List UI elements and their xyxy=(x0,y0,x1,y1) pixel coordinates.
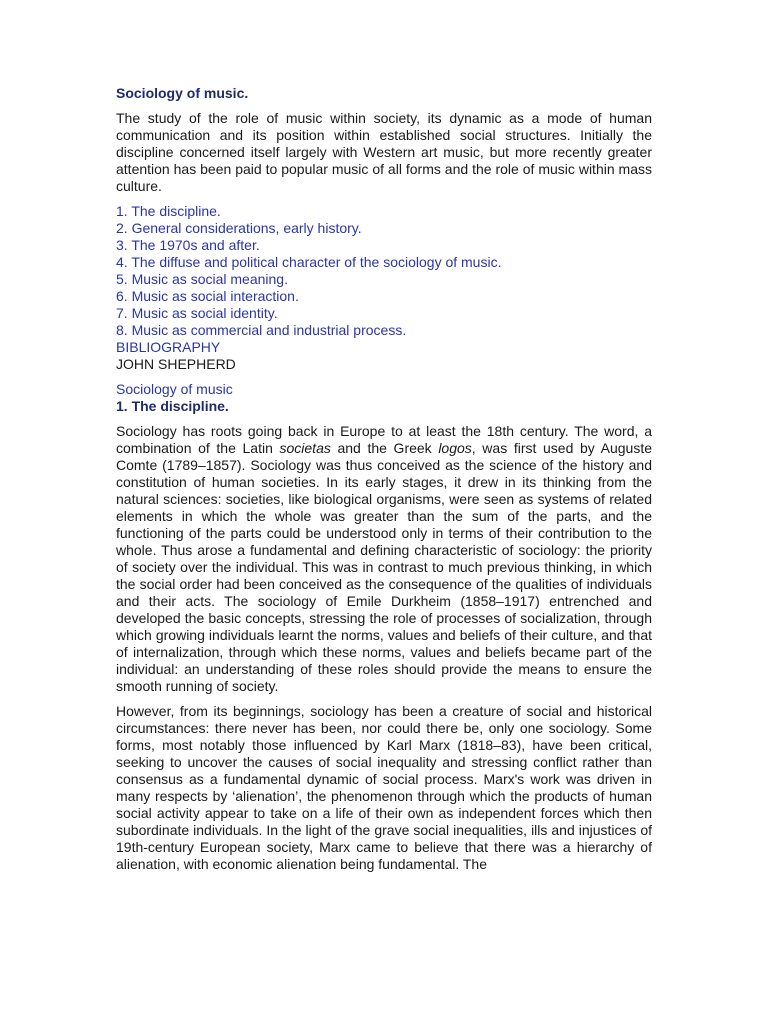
document-page xyxy=(116,85,652,881)
toc-item-social-identity[interactable]: 7. Music as social identity. xyxy=(116,305,278,321)
intro-paragraph: The study of the role of music within society, its dynamic as a mode of human communication and its position within established social structures. Initially the discipline concerned itself largely with Western art music, but more recently greater attention has been paid to popular music of all forms and the role of music within mass culture. xyxy=(116,110,652,194)
p1-italic-societas: societas xyxy=(279,440,331,456)
p1-text-c: , was first used by Auguste Comte (1789–1857). Sociology was thus conceived as the science of the history and constitution of human societies. In its early stages, it drew in its thinking from the natural sciences: societies, like biological organisms, were seen as systems of related elements in which the whole was greater than the sum of the parts, and the functioning of the parts could be understood only in terms of their contribution to the whole. Thus arose a fundamental and defining characteristic of sociology: the priority of society over the individual. This was in contrast to much previous thinking, in which the social order had been conceived as the consequence of the qualities of individuals and their acts. The sociology of Emile Durkheim (1858–1917) entrenched and developed the basic concepts, stressing the role of processes of socialization, through which growing individuals learnt the norms, values and beliefs of their culture, and that of internalization, through which these norms, values and beliefs became part of the individual: an understanding of these roles should provide the means to ensure the smooth running of society. xyxy=(116,440,652,694)
toc-item-social-interaction[interactable]: 6. Music as social interaction. xyxy=(116,288,299,304)
p1-text-b: and the Greek xyxy=(330,440,439,456)
toc-item-social-meaning[interactable]: 5. Music as social meaning. xyxy=(116,271,288,287)
toc-item-general-considerations[interactable]: 2. General considerations, early history. xyxy=(116,220,362,236)
toc-item-discipline[interactable]: 1. The discipline. xyxy=(116,203,221,219)
document-title: Sociology of music. xyxy=(116,85,249,101)
toc-item-commercial-industrial[interactable]: 8. Music as commercial and industrial process. xyxy=(116,322,407,338)
section-heading: 1. The discipline. xyxy=(116,398,229,414)
body-paragraph-1 xyxy=(116,423,652,695)
body-paragraph-2: However, from its beginnings, sociology has been a creature of social and historical circumstances: there never has been, nor could there be, only one sociology. Some forms, most notably those influenced by Karl Marx (1818–83), have been critical, seeking to uncover the causes of social inequality and stressing conflict rather than consensus as a fundamental dynamic of social process. Marx's work was driven in many respects by ‘alienation’, the phenomenon through which the products of human social activity appear to take on a life of their own as independent forces which then subordinate individuals. In the light of the grave social inequalities, ills and injustices of 19th-century European society, Marx came to believe that there was a hierarchy of alienation, with economic alienation being fundamental. The xyxy=(116,703,652,872)
toc-item-1970s[interactable]: 3. The 1970s and after. xyxy=(116,237,260,253)
p1-italic-logos: logos xyxy=(438,440,472,456)
p1-text-a: Sociology has roots going back in Europe to at least the 18th century. The word, a combination of the Latin xyxy=(116,423,652,456)
bibliography-link[interactable]: BIBLIOGRAPHY xyxy=(116,339,221,355)
author-name: JOHN SHEPHERD xyxy=(116,356,236,372)
toc-item-diffuse-political[interactable]: 4. The diffuse and political character of the sociology of music. xyxy=(116,254,502,270)
table-of-contents xyxy=(116,203,652,356)
section-breadcrumb-link[interactable]: Sociology of music xyxy=(116,381,233,397)
